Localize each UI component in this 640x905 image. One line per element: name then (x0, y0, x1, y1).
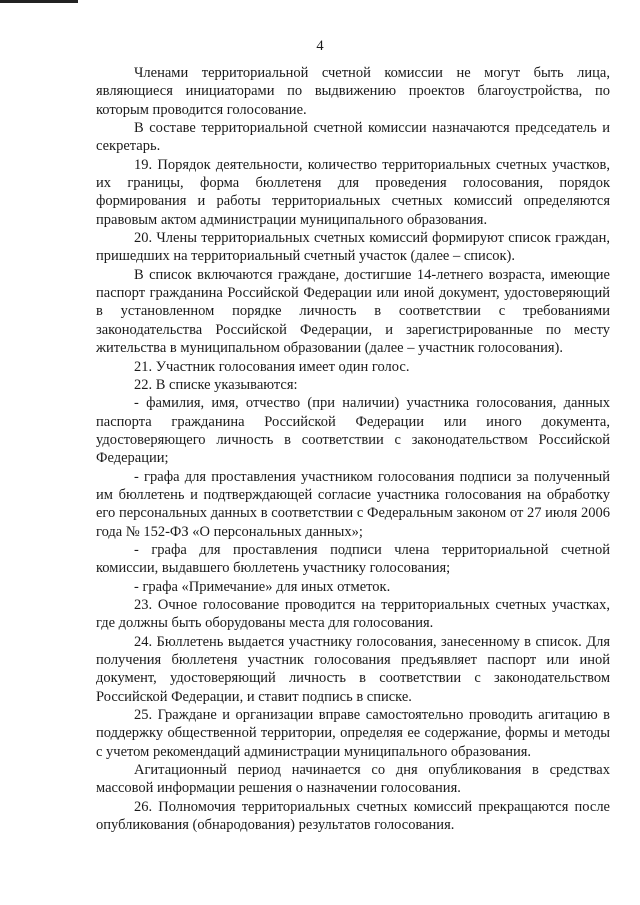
paragraph-commission-composition: В составе территориальной счетной комиссии назначаются председатель и секретарь. (96, 120, 610, 155)
paragraph-item-25: 25. Граждане и организации вправе самостоятельно проводить агитацию в поддержку общественной территории, определяя ее содержание, формы и методы с учетом рекомендаций администрации муниципального образования. (96, 707, 610, 760)
paragraph-item-22: 22. В списке указываются: (134, 376, 298, 393)
page-number: 4 (316, 38, 324, 54)
paragraph-item-26: 26. Полномочия территориальных счетных комиссий прекращаются после опубликования (обнародования) результатов голосования. (96, 798, 610, 834)
list-entry-voter-signature: - графа для проставления участником голосования подписи за полученный им бюллетень и подтверждающей согласие участника голосования на обработку его персональных данных в соответствии с Федеральным законом от 27 июля 2006 года № 152-ФЗ «О персональных данных»; (96, 468, 610, 540)
paragraph-item-19: 19. Порядок деятельности, количество территориальных счетных участков, их границы, форма бюллетеня для проведения голосования, порядок формирования и работы территориальных счетных комиссий определяются правовым актом администрации муниципального образования. (96, 156, 610, 228)
list-entry-member-signature: - графа для проставления подписи члена территориальной счетной комиссии, выдавшего бюллетень участнику голосования; (96, 541, 610, 577)
top-rule-divider (0, 0, 78, 3)
paragraph-item-21: 21. Участник голосования имеет один голос. (134, 358, 410, 375)
paragraph-item-24: 24. Бюллетень выдается участнику голосования, занесенному в список. Для получения бюллетеня участник голосования предъявляет паспорт или иной документ, удостоверяющий личность в соответствии с законодательством Российской Федерации, и ставит подпись в списке. (96, 633, 610, 705)
paragraph-members-restriction: Членами территориальной счетной комиссии не могут быть лица, являющиеся инициаторами по выдвижению проектов благоустройства, по которым проводится голосование. (96, 65, 610, 118)
paragraph-campaign-period: Агитационный период начинается со дня опубликования в средствах массовой информации решения о назначении голосования. (96, 762, 610, 797)
paragraph-item-23: 23. Очное голосование проводится на территориальных счетных участках, где должны быть оборудованы места для голосования. (96, 596, 610, 632)
paragraph-item-20: 20. Члены территориальных счетных комиссий формируют список граждан, пришедших на территориальный счетный участок (далее – список). (96, 230, 610, 265)
document-body (96, 64, 610, 834)
list-entry-note: - графа «Примечание» для иных отметок. (134, 578, 391, 595)
paragraph-list-inclusion: В список включаются граждане, достигшие 14-летнего возраста, имеющие паспорт гражданина Российской Федерации или иной документ, удостоверяющий в установленном порядке личность в соответствии с требованиями законодательства Российской Федерации, и зарегистрированные по месту жительства в муниципальном образовании (далее – участник голосования). (96, 266, 610, 357)
list-entry-full-name: - фамилия, имя, отчество (при наличии) участника голосования, данных паспорта гражданина Российской Федерации или иного документа, удостоверяющего личность в соответствии с законодательством Российской Федерации; (96, 395, 610, 467)
